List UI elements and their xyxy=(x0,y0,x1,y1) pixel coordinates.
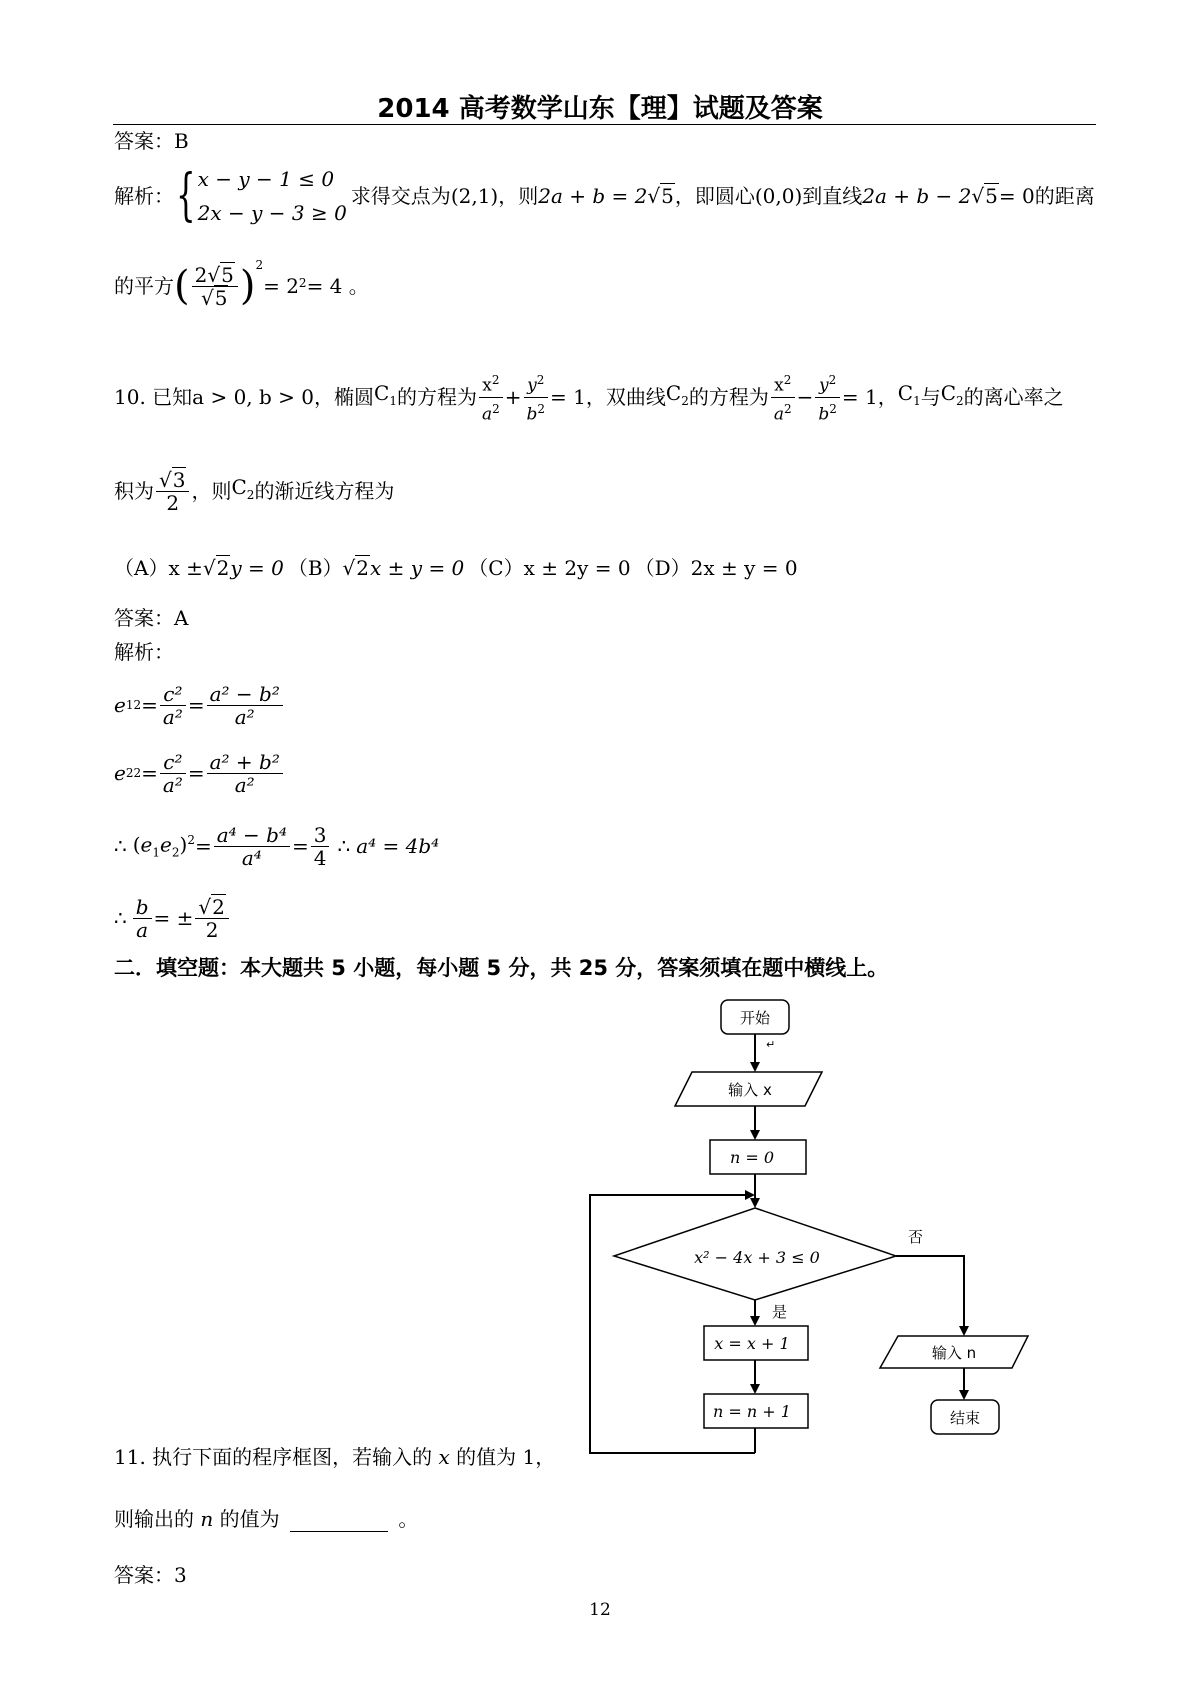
hyperbola-y-term: $\frac{y^2}{b^2}$ xyxy=(815,369,840,425)
q9-text-3: ，即圆心 xyxy=(674,184,755,208)
q10-text-eccentricity: 的离心率之 xyxy=(963,385,1064,409)
c2-label-2: $C_2$ xyxy=(940,381,964,408)
ellipse-x-term: $\frac{x^2}{a^2}$ xyxy=(479,369,503,425)
hyperbola-x-term: $\frac{x^2}{a^2}$ xyxy=(771,369,795,425)
option-a-tail: y = 0 xyxy=(230,556,284,580)
increment-n-label: n = n + 1 xyxy=(713,1402,791,1421)
q9-text-2: ，则 xyxy=(498,184,539,208)
q11-stem-line-1 xyxy=(114,1444,555,1470)
inequality-system xyxy=(198,162,347,230)
q9-text-1: 求得交点为 xyxy=(350,184,451,208)
q9-text-5: 的距离 xyxy=(1034,184,1095,208)
c2-over-a2: $\frac{\text{c²}}{\text{a²}}$ xyxy=(160,683,186,728)
intersection-point: (2,1) xyxy=(450,184,499,208)
q10-text-then: ，则 xyxy=(191,479,232,503)
b-over-a xyxy=(114,886,231,950)
option-a-label: （A） xyxy=(114,556,169,580)
section-2-heading: 二．填空题：本大题共 5 小题，每小题 5 分，共 25 分，答案须填在题中横线上。 xyxy=(114,956,889,980)
q10-number: 10. 已知 xyxy=(114,385,193,409)
e-symbol: e xyxy=(114,693,126,717)
page-title: 2014 高考数学山东【理】试题及答案 xyxy=(377,94,823,124)
q10-text-product: 积为 xyxy=(114,479,154,503)
q10-condition: a > 0, b > 0 xyxy=(192,385,315,409)
q10-text-equation: 的方程为 xyxy=(396,385,477,409)
arrow-no xyxy=(896,1256,964,1334)
q9-distance-squared xyxy=(114,246,369,326)
q10-text-and: 与 xyxy=(920,385,941,409)
c1-label: $C_1$ xyxy=(374,381,397,408)
sqrt3-over-2: $\frac{√3}{2}$ xyxy=(156,469,189,514)
init-n-label: n = 0 xyxy=(729,1148,775,1167)
q11-stem-line-2 xyxy=(114,1506,418,1532)
sqrt2-over-2: $\frac{√2}{2}$ xyxy=(195,896,228,941)
sqrt-5: √5 xyxy=(647,184,674,208)
c2-label: $C_2$ xyxy=(665,381,689,408)
result-4: = 4 。 xyxy=(306,274,369,298)
q9-analysis xyxy=(114,160,1095,232)
increment-x-label: x = x + 1 xyxy=(714,1334,790,1353)
square-prefix: 的平方 xyxy=(114,274,174,298)
q10-stem-line-1 xyxy=(114,370,1064,424)
equals-one-2: = 1 xyxy=(841,385,878,409)
e-symbol-2: e xyxy=(114,761,126,785)
q10-text-hyperbola: ，双曲线 xyxy=(585,385,666,409)
e1-squared xyxy=(114,675,285,735)
q10-text-equation-2: 的方程为 xyxy=(688,385,769,409)
page-number: 12 xyxy=(589,1600,611,1620)
option-a-sqrt2: √2 xyxy=(202,556,230,580)
sub-2: 2 xyxy=(125,766,134,780)
therefore-symbol: ∴ xyxy=(114,834,127,858)
ellipse-y-term: $\frac{y^2}{b^2}$ xyxy=(524,369,549,425)
line-equation: 2a + b − 2 xyxy=(862,184,972,208)
option-c-text: x ± 2y = 0 xyxy=(523,556,631,580)
line-equation-end: = 0 xyxy=(998,184,1035,208)
equals-pm: = ± xyxy=(153,906,194,930)
product-squared xyxy=(114,816,439,876)
q11-stem-c: 则输出的 xyxy=(114,1507,194,1531)
minus-sign: − xyxy=(796,385,814,409)
q9-analysis-label: 解析： xyxy=(114,184,174,208)
result-exp: 2 xyxy=(298,276,307,290)
therefore-symbol-2: ∴ xyxy=(337,834,351,858)
q11-x: x xyxy=(438,1445,450,1469)
no-label: 否 xyxy=(908,1228,924,1246)
fraction-b-a: $\frac{b}{a}$ xyxy=(133,896,152,941)
inequality-2: 2x − y − 3 ≥ 0 xyxy=(197,201,347,225)
sup-2b: 2 xyxy=(133,766,142,780)
c1-label-2: $C_1$ xyxy=(897,381,921,408)
q11-stem-b: 的值为 1， xyxy=(456,1445,556,1469)
input-n-label: 输入 n xyxy=(931,1344,977,1362)
q11-stem-d: 的值为 xyxy=(219,1507,280,1531)
equals-5: = xyxy=(194,834,212,858)
a4-minus-b4-over-a4: $\frac{\text{a⁴ − b⁴}}{\text{a⁴}}$ xyxy=(214,824,290,869)
option-d-label: （D） xyxy=(634,556,691,580)
three-quarters: $\frac{3}{4}$ xyxy=(311,824,330,869)
c2-label-3: $C_2$ xyxy=(231,475,255,502)
inequality-1: x − y − 1 ≤ 0 xyxy=(197,167,335,191)
sub-1: 1 xyxy=(125,698,134,712)
a4-equals-4b4: a⁴ = 4b⁴ xyxy=(356,834,440,858)
header-rule xyxy=(113,124,1096,125)
q9-text-4: 到直线 xyxy=(802,184,863,208)
equals-4: = xyxy=(187,761,205,785)
q11-period: 。 xyxy=(398,1507,419,1531)
equals: = xyxy=(141,693,158,717)
q10-text-ellipse: ，椭圆 xyxy=(314,385,375,409)
e2-squared xyxy=(114,743,285,803)
fraction-2sqrt5-over-sqrt5: $\frac{2√5}{√5}$ xyxy=(192,264,238,309)
option-b-text: x ± y = 0 xyxy=(370,556,465,580)
sup-2: 2 xyxy=(133,698,142,712)
equation-2a-plus-b: 2a + b = 2 xyxy=(538,184,648,208)
q9-answer: 答案：B xyxy=(114,129,189,153)
yes-label: 是 xyxy=(772,1303,788,1321)
product-expr: $(e_1e_2)^2$ xyxy=(132,832,195,860)
system-brace: { xyxy=(176,163,196,228)
equals-6: = xyxy=(291,834,309,858)
a2-plus-b2-over-a2: $\frac{\text{a² + b²}}{\text{a²}}$ xyxy=(207,751,283,796)
q10-text-asymptote: 的渐近线方程为 xyxy=(254,479,395,503)
therefore-symbol-3: ∴ xyxy=(114,906,127,930)
option-b-sqrt2: √2 xyxy=(342,556,370,580)
start-label: 开始 xyxy=(739,1009,771,1027)
equals-3: = xyxy=(141,761,158,785)
comma: ， xyxy=(877,385,898,409)
program-flowchart xyxy=(580,990,1040,1470)
equals-one: = 1 xyxy=(550,385,586,409)
circle-center: (0,0) xyxy=(754,184,803,208)
end-label: 结束 xyxy=(949,1409,981,1427)
q10-analysis-label: 解析： xyxy=(114,640,174,664)
input-x-label: 输入 x xyxy=(728,1081,772,1099)
paren-right: ) xyxy=(239,263,256,309)
equals-2: = xyxy=(187,693,205,717)
answer-blank[interactable] xyxy=(290,1511,388,1532)
q10-stem-line-2 xyxy=(114,460,394,522)
plus-sign: + xyxy=(504,385,522,409)
option-d-text: 2x ± y = 0 xyxy=(690,556,798,580)
paren-left: ( xyxy=(174,263,190,309)
q11-answer: 答案：3 xyxy=(114,1563,187,1587)
c2-over-a2-b: $\frac{\text{c²}}{\text{a²}}$ xyxy=(160,751,186,796)
result-2: = 2 xyxy=(263,274,299,298)
mark-1: ↵ xyxy=(766,1038,776,1051)
option-c-label: （C） xyxy=(468,556,524,580)
condition-label: x² − 4x + 3 ≤ 0 xyxy=(694,1248,820,1267)
option-b-label: （B） xyxy=(287,556,343,580)
option-a-text: x ± xyxy=(168,556,203,580)
sqrt-5-line: √5 xyxy=(971,184,998,208)
q11-n: n xyxy=(200,1507,214,1531)
power-2: 2 xyxy=(255,258,264,272)
q11-stem-a: 11. 执行下面的程序框图，若输入的 xyxy=(114,1445,433,1469)
q10-answer: 答案：A xyxy=(114,606,189,630)
q10-options xyxy=(114,555,798,581)
a2-minus-b2-over-a2: $\frac{\text{a² − b²}}{\text{a²}}$ xyxy=(207,683,283,728)
